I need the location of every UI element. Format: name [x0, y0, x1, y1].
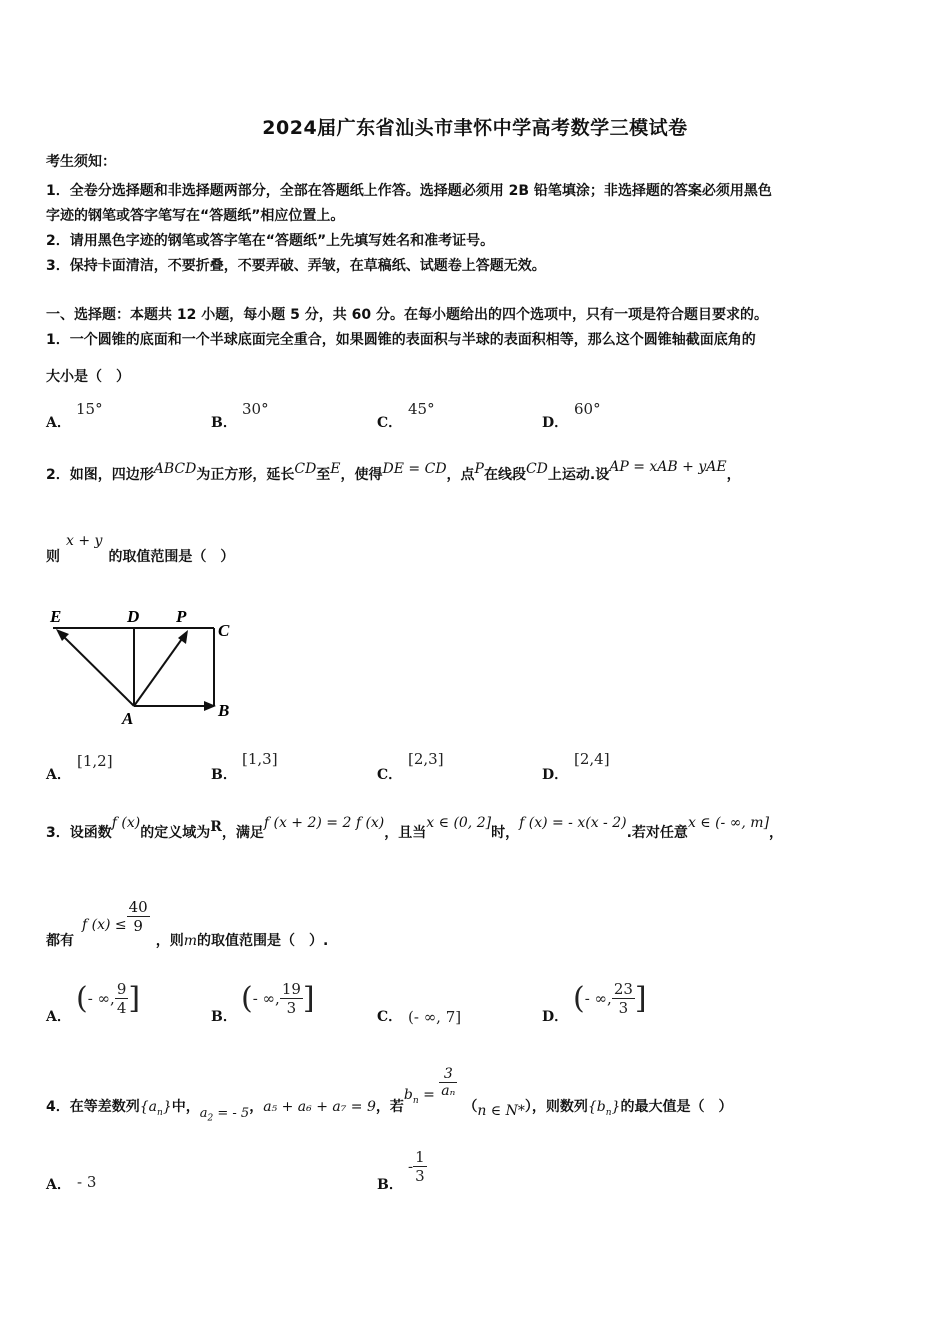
q2-math-cd-2: CD [525, 461, 548, 477]
q4-seq-b: $\{b_n\}$ [587, 1098, 621, 1118]
q3-option-d-frac [612, 980, 635, 1017]
q1-option-c-value: 45° [408, 400, 435, 418]
q2-text-4: ，使得 [340, 467, 383, 483]
q4-option-b-label: B． [377, 1177, 403, 1193]
q2-math-ap: AP = xAB + yAE [609, 459, 727, 475]
q1-option-c-label: C． [377, 415, 403, 431]
q2-text-10: 的取值范围是（ ） [108, 549, 235, 565]
q4-option-b-den: 3 [415, 1167, 425, 1185]
q2-math-xy: x + y [66, 533, 103, 549]
q2-line-2 [46, 533, 235, 566]
q2-option-d-value: [2,4] [574, 750, 610, 768]
q3-option-d-den: 3 [618, 999, 629, 1017]
notice-line-2: 2．请用黑色字迹的钢笔或答字笔在“答题纸”上先填写姓名和准考证号。 [46, 233, 495, 249]
q3-option-b-value: (- ∞, $\frac{19}{3}$ ] [241, 980, 315, 1017]
q1-option-b-label: B． [211, 415, 237, 431]
q3-line-2 [46, 898, 329, 949]
q4-seq-a-var: a [148, 1098, 158, 1115]
q4-text-3: ， [249, 1098, 264, 1115]
q3-math-m: m [183, 932, 198, 949]
q2-text-7: 上运动.设 [547, 467, 610, 483]
q1-line-1: 1．一个圆锥的底面和一个半球底面完全重合，如果圆锥的表面积与半球的表面积相等，那么这个圆锥轴截面底角的 [46, 332, 756, 348]
q2-text-8: ， [726, 467, 741, 483]
q2-math-cd: CD [294, 461, 317, 477]
q1-option-a-label: A． [46, 415, 71, 431]
fig-label-a: A [122, 709, 134, 728]
q3-text-6: .若对任意 [626, 825, 688, 841]
q3-math-x-in: x ∈ (0, 2] [426, 815, 492, 831]
q4-text-6: ），则数列 [524, 1098, 588, 1115]
q1-option-b-value: 30° [242, 400, 269, 418]
q3-option-a-label: A． [46, 1009, 71, 1025]
q3-text-3: ，满足 [221, 825, 264, 841]
q3-option-b-num: 19 [281, 980, 301, 998]
q2-option-d-label: D． [542, 767, 569, 783]
page-title: 2024届广东省汕头市聿怀中学高考数学三模试卷 [262, 117, 688, 139]
q2-math-e: E [330, 461, 341, 477]
q3-option-d-value: (- ∞, $\frac{23}{3}$ ] [573, 980, 647, 1017]
q4-option-a-value: - 3 [77, 1173, 97, 1191]
fig-arrow-ap [134, 636, 184, 706]
q1-line-2: 大小是（ ） [46, 369, 130, 385]
q3-option-b-label: B． [211, 1009, 237, 1025]
q2-text-5: ，点 [446, 467, 475, 483]
q4-seq-b-var: b [596, 1098, 606, 1115]
fig-label-e: E [50, 607, 62, 626]
q4-bn-frac [439, 1066, 457, 1099]
q3-option-a-frac [115, 980, 129, 1017]
q3-text-1: 3．设函数 [46, 825, 112, 841]
q3-line-1 [46, 815, 784, 842]
fig-label-b: B [218, 701, 230, 720]
q3-option-c-label: C． [377, 1009, 403, 1025]
q3-math-fx2: f (x + 2) = 2 f (x) [263, 815, 385, 831]
q4-option-b-value [408, 1148, 427, 1185]
q4-a2 [199, 1105, 250, 1124]
q4-option-b-num: 1 [415, 1148, 425, 1166]
q3-option-a-pre: - ∞, [87, 989, 115, 1008]
section-heading: 一、选择题：本题共 12 小题，每小题 5 分，共 60 分。在每小题给出的四个选项中，只有一项是符合题目要求的。 [46, 307, 768, 323]
q1-option-a-value: 15° [76, 400, 103, 418]
q3-text-4: ，且当 [384, 825, 427, 841]
q2-math-abcd: ABCD [153, 461, 197, 477]
q4-text-7: 的最大值是（ ） [620, 1098, 733, 1115]
fig-label-c: C [218, 621, 230, 640]
q3-option-a-den: 4 [116, 999, 127, 1017]
q4-bn-var: b [403, 1086, 413, 1103]
q4-seq-a-sub: n [157, 1107, 163, 1118]
q3-math-x-range: x ∈ (- ∞, m] [687, 815, 770, 831]
q4-bn-den: aₙ [441, 1083, 456, 1099]
q3-frac-den: 9 [133, 917, 143, 935]
q4-option-b-frac [413, 1148, 427, 1185]
q3-option-b-frac [280, 980, 303, 1017]
q3-math-fx: f (x) [111, 815, 141, 831]
q3-option-b-den: 3 [286, 999, 297, 1017]
q3-text-7: ， [769, 825, 784, 841]
q4-bn-eq: = [418, 1086, 440, 1103]
q4-bn-num: 3 [439, 1066, 457, 1083]
q3-frac-40-9 [127, 898, 150, 935]
q4-option-a-label: A． [46, 1177, 71, 1193]
q4-text-5: （ [463, 1098, 478, 1115]
q2-option-a-value: [1,2] [77, 752, 113, 770]
q4-seq-a: $\{a_n\}$ [139, 1098, 172, 1118]
q4-seq-b-sub: n [605, 1107, 612, 1118]
q4-bn-sub: n [412, 1095, 419, 1106]
q3-option-a-num: 9 [116, 980, 127, 998]
q2-option-a-label: A． [46, 767, 71, 783]
q4-a2-sub: 2 [207, 1113, 214, 1124]
q1-option-d-value: 60° [574, 400, 601, 418]
q3-math-fx-def: f (x) = - x(x - 2) [519, 815, 627, 831]
q4-bn [403, 1086, 440, 1106]
notice-line-1a: 1．全卷分选择题和非选择题两部分，全部在答题纸上作答。选择题必须用 2B 铅笔填涂；非选择题的答案必须用黑色 [46, 183, 772, 199]
q2-text-1: 2．如图，四边形 [46, 467, 154, 483]
q2-text-6: 在线段 [483, 467, 526, 483]
q2-figure [40, 600, 250, 730]
q4-n-in: n ∈ N* [477, 1102, 525, 1119]
q2-option-c-label: C． [377, 767, 403, 783]
fig-arrow-ae [62, 635, 134, 706]
q2-option-c-value: [2,3] [408, 750, 444, 768]
q2-line-1 [46, 459, 741, 484]
q3-option-d-label: D． [542, 1009, 569, 1025]
q2-text-3: 至 [316, 467, 331, 483]
q3-option-d-num: 23 [613, 980, 633, 998]
q2-math-de-cd: DE = CD [382, 461, 447, 477]
q3-text-9: ，则 [155, 932, 184, 949]
q3-text-5: 时， [491, 825, 520, 841]
q3-text-2: 的定义域为 [140, 825, 211, 841]
fig-label-p: P [176, 607, 187, 626]
q4-option-b-pre: - [408, 1157, 414, 1176]
q4-text-2: 中， [171, 1098, 200, 1115]
q3-option-d-pre: - ∞, [584, 989, 612, 1008]
q2-text-9: 则 [46, 549, 60, 565]
q4-sum: a₅ + a₆ + a₇ = 9 [263, 1098, 376, 1115]
q3-text-8: 都有 [46, 932, 74, 949]
q3-math-r: R [210, 819, 222, 835]
q2-text-2: 为正方形，延长 [196, 467, 295, 483]
q4-a2-var: a [199, 1105, 208, 1121]
q3-option-b-pre: - ∞, [252, 989, 280, 1008]
q2-option-b-label: B． [211, 767, 237, 783]
q4-text-1: 4．在等差数列 [46, 1098, 140, 1115]
q3-text-10: 的取值范围是（ ）. [197, 932, 329, 949]
q3-frac-num: 40 [128, 898, 148, 916]
notice-line-1b: 字迹的钢笔或答字笔写在“答题纸”相应位置上。 [46, 208, 345, 224]
notice-line-3: 3．保持卡面清洁，不要折叠，不要弄破、弄皱，在草稿纸、试题卷上答题无效。 [46, 258, 546, 274]
q2-math-p: P [474, 461, 484, 477]
fig-label-d: D [127, 607, 140, 626]
q4-a2-rest: = - 5 [213, 1105, 250, 1121]
q3-option-a-value: (- ∞, $\frac{9}{4}$ ] [76, 980, 141, 1017]
notice-heading: 考生须知： [46, 154, 116, 170]
q3-option-c-value: (- ∞, 7] [408, 1008, 462, 1026]
q2-option-b-value: [1,3] [242, 750, 278, 768]
q4-text-4: ，若 [375, 1098, 404, 1115]
q4-line-1 [46, 1066, 733, 1124]
q3-math-fx-le: f (x) ≤ [82, 916, 127, 933]
q1-option-d-label: D． [542, 415, 569, 431]
